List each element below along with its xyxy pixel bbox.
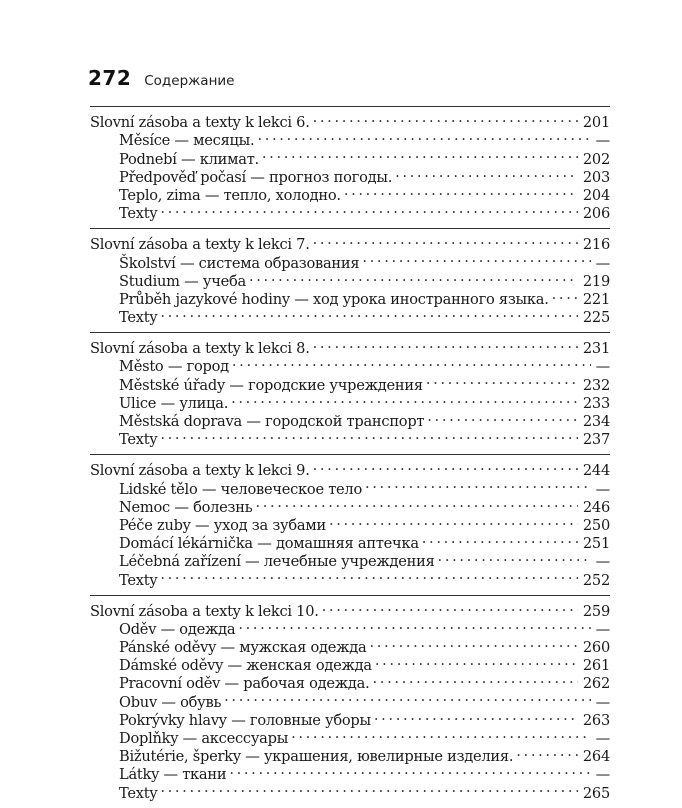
toc-page-number: — bbox=[595, 480, 610, 498]
toc-page-number: — bbox=[595, 766, 610, 784]
dot-leader bbox=[313, 457, 578, 475]
dot-leader bbox=[313, 231, 578, 249]
dot-leader bbox=[552, 286, 578, 304]
toc-entry-label: Městská doprava — городской транспорт bbox=[119, 413, 425, 430]
toc-entry-label: Pracovní oděv — рабочая одежда. bbox=[119, 675, 370, 693]
toc-section bbox=[90, 332, 610, 449]
toc-page-number: 264 bbox=[582, 748, 610, 766]
toc-entry-label: Teplo, zima — тепло, холодно. bbox=[119, 186, 341, 204]
toc-section-heading bbox=[90, 598, 610, 620]
toc-entry-label: Slovní zásoba a texty k lekci 8. bbox=[90, 340, 310, 358]
dot-leader bbox=[313, 335, 578, 353]
dot-leader bbox=[224, 688, 591, 706]
dot-leader bbox=[160, 200, 578, 218]
toc-entry-label: Pokrývky hlavy — головные уборы bbox=[119, 711, 371, 729]
toc-entry-label: Lidské tělo — человеческое тело bbox=[119, 480, 362, 498]
toc-entry-label: Texty bbox=[119, 784, 158, 802]
toc-page-number: 232 bbox=[582, 376, 610, 394]
toc-page-number: 225 bbox=[582, 309, 610, 327]
toc-entry-label: Texty bbox=[119, 571, 158, 589]
toc-page-number: 216 bbox=[582, 236, 610, 254]
toc-page-number: 251 bbox=[582, 535, 610, 553]
toc-page-number: 250 bbox=[582, 516, 610, 534]
dot-leader bbox=[395, 164, 578, 182]
dot-leader bbox=[427, 408, 578, 426]
toc-entry-label: Texty bbox=[119, 309, 158, 327]
dot-leader bbox=[313, 109, 578, 127]
toc-section-heading bbox=[90, 335, 610, 358]
toc-entry bbox=[90, 200, 610, 223]
toc-page-number: — bbox=[595, 730, 610, 747]
toc-page-number: 203 bbox=[582, 168, 610, 186]
toc-entry bbox=[90, 426, 610, 449]
toc-entry-label: Průběh jazykové hodiny — ход урока иностранного языка. bbox=[119, 290, 549, 308]
toc-entry-label: Nemoc — болезнь bbox=[119, 498, 253, 516]
toc-page-number: 265 bbox=[582, 784, 610, 802]
toc-page-number: — bbox=[595, 358, 610, 376]
toc-page-number: 234 bbox=[582, 413, 610, 430]
dot-leader bbox=[426, 371, 578, 389]
toc-entry-label: Doplňky — аксессуары bbox=[119, 730, 289, 747]
dot-leader bbox=[365, 475, 591, 493]
toc-page-number: — bbox=[595, 693, 610, 711]
toc-entry-label: Domácí lékárnička — домашняя аптечка bbox=[119, 535, 419, 553]
dot-leader bbox=[229, 761, 590, 779]
toc-entry-label: Bižutérie, šperky — украшения, ювелирные изделия. bbox=[119, 748, 514, 766]
toc-page-number: 233 bbox=[582, 394, 610, 412]
dot-leader bbox=[232, 353, 591, 371]
toc-page-number: 221 bbox=[582, 290, 610, 308]
toc-section bbox=[90, 106, 610, 223]
dot-leader bbox=[231, 390, 578, 408]
toc-section-heading bbox=[90, 457, 610, 480]
dot-leader bbox=[160, 566, 578, 584]
toc-entry bbox=[90, 304, 610, 327]
table-of-contents bbox=[90, 106, 610, 808]
dot-leader bbox=[422, 530, 578, 548]
toc-page-number: — bbox=[595, 254, 610, 272]
toc-page-number: — bbox=[595, 553, 610, 571]
toc-page-number: 231 bbox=[582, 340, 610, 358]
toc-entry-label: Město — город bbox=[119, 358, 229, 376]
toc-entry-label: Měsíce — месяцы. bbox=[119, 132, 255, 150]
dot-leader bbox=[362, 249, 590, 267]
dot-leader bbox=[373, 670, 578, 688]
toc-page-number: 252 bbox=[582, 571, 610, 589]
dot-leader bbox=[369, 634, 577, 652]
toc-entry-label: Látky — ткани bbox=[119, 766, 227, 784]
dot-leader bbox=[160, 304, 578, 322]
dot-leader bbox=[329, 512, 578, 530]
toc-page-number: 202 bbox=[582, 150, 610, 168]
dot-leader bbox=[255, 494, 577, 512]
toc-entry-label: Slovní zásoba a texty k lekci 7. bbox=[90, 236, 310, 254]
toc-page-number: 260 bbox=[582, 639, 610, 657]
toc-entry-label: Péče zuby — уход за зубами bbox=[119, 516, 326, 534]
toc-entry-label: Studium — учеба bbox=[119, 272, 246, 290]
toc-entry-label: Dámské oděvy — женская одежда bbox=[119, 657, 372, 675]
dot-leader bbox=[238, 616, 590, 634]
dot-leader bbox=[344, 182, 578, 200]
toc-entry-label: Pánské oděvy — мужская одежда bbox=[119, 639, 367, 657]
dot-leader bbox=[374, 707, 578, 725]
toc-page-number: 219 bbox=[582, 272, 610, 290]
running-head bbox=[88, 66, 235, 92]
dot-leader bbox=[262, 145, 578, 163]
toc-page-number: 244 bbox=[582, 462, 610, 480]
toc-entry-label: Slovní zásoba a texty k lekci 6. bbox=[90, 114, 310, 132]
dot-leader bbox=[438, 548, 591, 566]
toc-page-number: 206 bbox=[582, 205, 610, 223]
toc-page-number: — bbox=[595, 620, 610, 638]
dot-leader bbox=[291, 725, 591, 743]
toc-entry bbox=[90, 779, 610, 802]
dot-leader bbox=[375, 652, 578, 670]
toc-section-heading bbox=[90, 109, 610, 132]
toc-entry-label: Texty bbox=[119, 205, 158, 223]
toc-page-number: 204 bbox=[582, 186, 610, 204]
running-title: Содержание bbox=[144, 73, 235, 89]
page-number: 272 bbox=[88, 66, 132, 90]
toc-entry-label: Školství — система образования bbox=[119, 254, 360, 272]
toc-entry-label: Městské úřady — городские учреждения bbox=[119, 376, 423, 394]
toc-page-number: 261 bbox=[582, 657, 610, 675]
toc-page-number: 237 bbox=[582, 431, 610, 449]
toc-page-number: 259 bbox=[582, 602, 610, 620]
toc-section-heading bbox=[90, 231, 610, 254]
toc-entry-label: Předpověď počasí — прогноз погоды. bbox=[119, 168, 393, 186]
toc-page-number: — bbox=[595, 132, 610, 150]
dot-leader bbox=[516, 743, 578, 761]
toc-entry-label: Ulice — улица. bbox=[119, 394, 229, 412]
toc-page-number: 246 bbox=[582, 498, 610, 516]
dot-leader bbox=[322, 598, 578, 616]
toc-page-number: 262 bbox=[582, 675, 610, 693]
toc-entry-label: Léčebná zařízení — лечебные учреждения bbox=[119, 553, 435, 571]
toc-section bbox=[90, 454, 610, 589]
dot-leader bbox=[160, 779, 578, 797]
toc-entry-label: Oděv — одежда bbox=[119, 620, 236, 638]
toc-section bbox=[90, 228, 610, 327]
toc-entry-label: Obuv — обувь bbox=[119, 693, 222, 711]
toc-page-number: 201 bbox=[582, 114, 610, 132]
dot-leader bbox=[160, 426, 578, 444]
dot-leader bbox=[249, 268, 578, 286]
toc-entry bbox=[90, 566, 610, 589]
dot-leader bbox=[257, 127, 590, 145]
toc-entry-label: Slovní zásoba a texty k lekci 9. bbox=[90, 462, 310, 480]
toc-section bbox=[90, 595, 610, 802]
toc-entry-label: Slovní zásoba a texty k lekci 10. bbox=[90, 602, 319, 620]
toc-entry-label: Podnebí — климат. bbox=[119, 150, 259, 168]
toc-entry-label: Texty bbox=[119, 431, 158, 449]
toc-page-number: 263 bbox=[582, 711, 610, 729]
